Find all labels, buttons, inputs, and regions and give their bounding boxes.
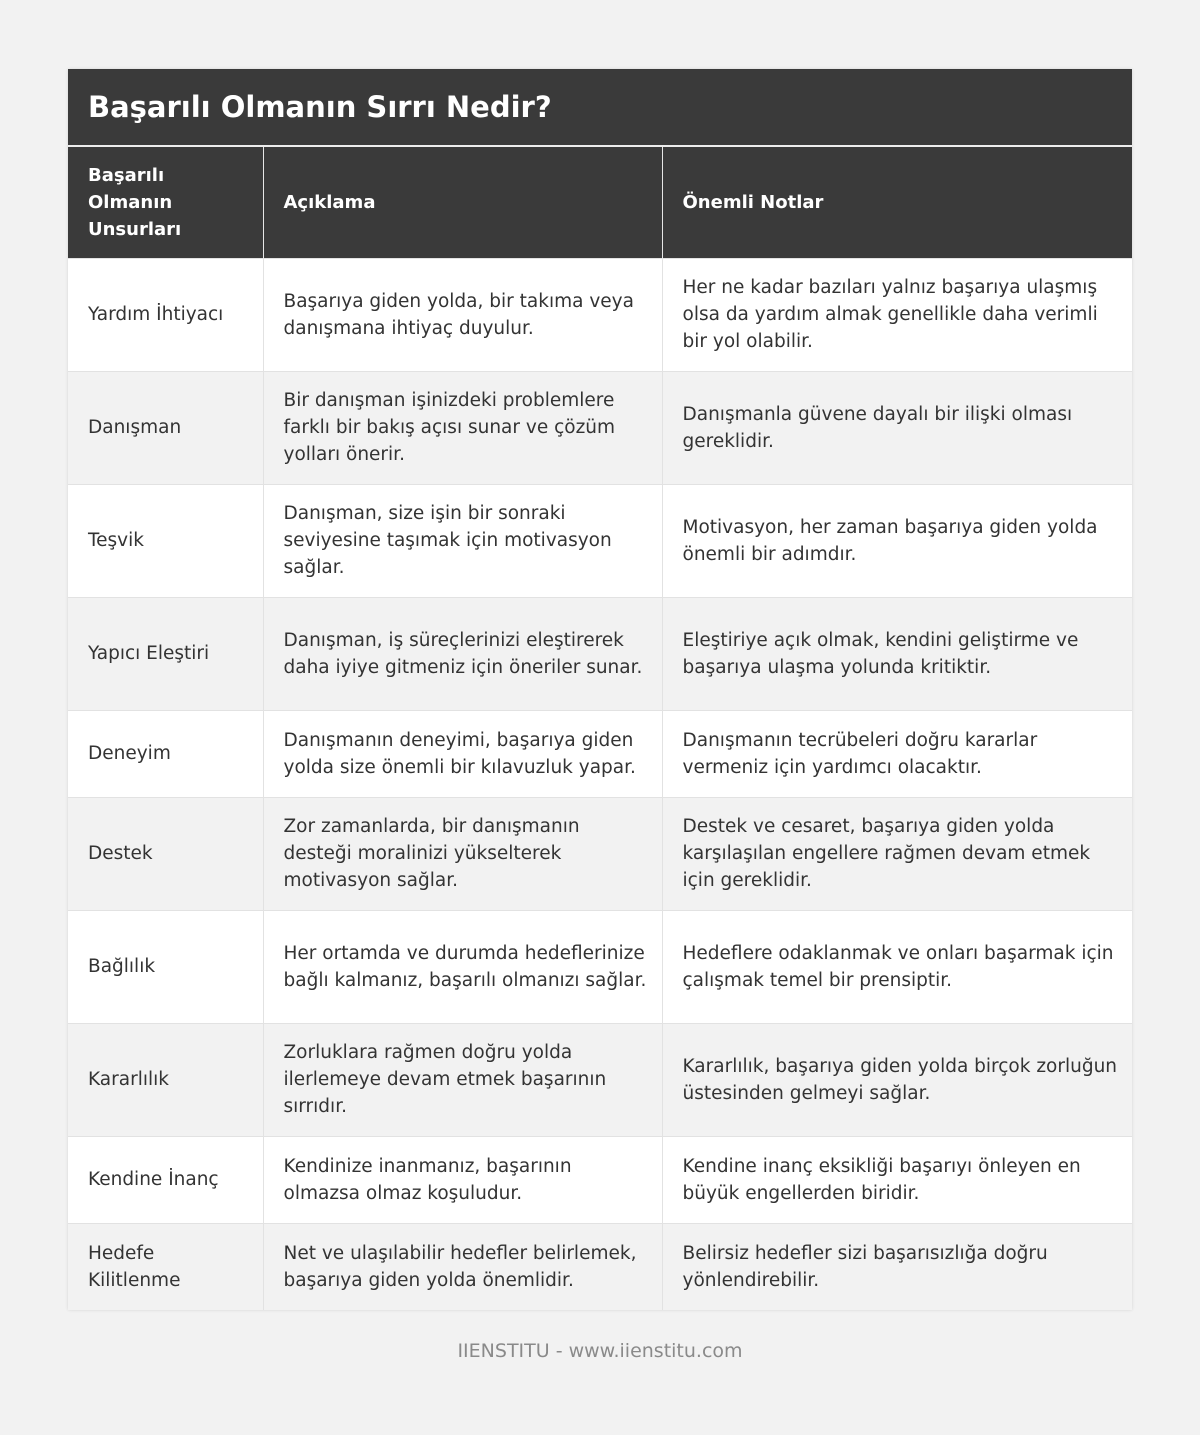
header-notes: Önemli Notlar xyxy=(662,146,1132,258)
cell-notes: Kendine inanç eksikliği başarıyı önleyen en büyük engellerden biridir. xyxy=(662,1136,1132,1223)
table-row xyxy=(68,597,1132,710)
cell-element: Kararlılık xyxy=(68,1023,263,1136)
header-row xyxy=(68,146,1132,258)
cell-description: Her ortamda ve durumda hedeflerinize bağlı kalmanız, başarılı olmanızı sağlar. xyxy=(263,910,662,1023)
cell-description: Kendinize inanmanız, başarının olmazsa olmaz koşuludur. xyxy=(263,1136,662,1223)
header-elements: Başarılı Olmanın Unsurları xyxy=(68,146,263,258)
table-row xyxy=(68,1223,1132,1310)
cell-description: Danışman, iş süreçlerinizi eleştirerek daha iyiye gitmeniz için öneriler sunar. xyxy=(263,597,662,710)
cell-description: Danışman, size işin bir sonraki seviyesine taşımak için motivasyon sağlar. xyxy=(263,484,662,597)
cell-element: Yapıcı Eleştiri xyxy=(68,597,263,710)
header-description: Açıklama xyxy=(263,146,662,258)
table-row xyxy=(68,484,1132,597)
cell-element: Destek xyxy=(68,797,263,910)
table-card xyxy=(68,69,1132,1310)
cell-notes: Belirsiz hedefler sizi başarısızlığa doğru yönlendirebilir. xyxy=(662,1223,1132,1310)
table-row xyxy=(68,797,1132,910)
cell-notes: Danışmanla güvene dayalı bir ilişki olması gereklidir. xyxy=(662,371,1132,484)
cell-element: Teşvik xyxy=(68,484,263,597)
cell-notes: Motivasyon, her zaman başarıya giden yolda önemli bir adımdır. xyxy=(662,484,1132,597)
cell-description: Net ve ulaşılabilir hedefler belirlemek, başarıya giden yolda önemlidir. xyxy=(263,1223,662,1310)
cell-notes: Eleştiriye açık olmak, kendini geliştirme ve başarıya ulaşma yolunda kritiktir. xyxy=(662,597,1132,710)
cell-notes: Danışmanın tecrübeleri doğru kararlar vermeniz için yardımcı olacaktır. xyxy=(662,710,1132,797)
cell-element: Danışman xyxy=(68,371,263,484)
table-row xyxy=(68,371,1132,484)
cell-element: Hedefe Kilitlenme xyxy=(68,1223,263,1310)
table-title: Başarılı Olmanın Sırrı Nedir? xyxy=(68,69,1132,145)
cell-element: Bağlılık xyxy=(68,910,263,1023)
cell-notes: Destek ve cesaret, başarıya giden yolda karşılaşılan engellere rağmen devam etmek için gereklidir. xyxy=(662,797,1132,910)
footer-credit: IIENSTITU - www.iienstitu.com xyxy=(457,1340,743,1362)
cell-description: Zorluklara rağmen doğru yolda ilerlemeye devam etmek başarının sırrıdır. xyxy=(263,1023,662,1136)
table-row xyxy=(68,710,1132,797)
cell-description: Bir danışman işinizdeki problemlere farklı bir bakış açısı sunar ve çözüm yolları önerir. xyxy=(263,371,662,484)
cell-notes: Kararlılık, başarıya giden yolda birçok zorluğun üstesinden gelmeyi sağlar. xyxy=(662,1023,1132,1136)
data-table xyxy=(68,145,1132,1310)
table-row xyxy=(68,1136,1132,1223)
cell-description: Zor zamanlarda, bir danışmanın desteği moralinizi yükselterek motivasyon sağlar. xyxy=(263,797,662,910)
cell-element: Kendine İnanç xyxy=(68,1136,263,1223)
cell-description: Danışmanın deneyimi, başarıya giden yolda size önemli bir kılavuzluk yapar. xyxy=(263,710,662,797)
table-row xyxy=(68,1023,1132,1136)
cell-notes: Her ne kadar bazıları yalnız başarıya ulaşmış olsa da yardım almak genellikle daha verimli bir yol olabilir. xyxy=(662,258,1132,371)
cell-element: Deneyim xyxy=(68,710,263,797)
table-row xyxy=(68,258,1132,371)
table-row xyxy=(68,910,1132,1023)
cell-element: Yardım İhtiyacı xyxy=(68,258,263,371)
cell-notes: Hedeflere odaklanmak ve onları başarmak için çalışmak temel bir prensiptir. xyxy=(662,910,1132,1023)
cell-description: Başarıya giden yolda, bir takıma veya danışmana ihtiyaç duyulur. xyxy=(263,258,662,371)
